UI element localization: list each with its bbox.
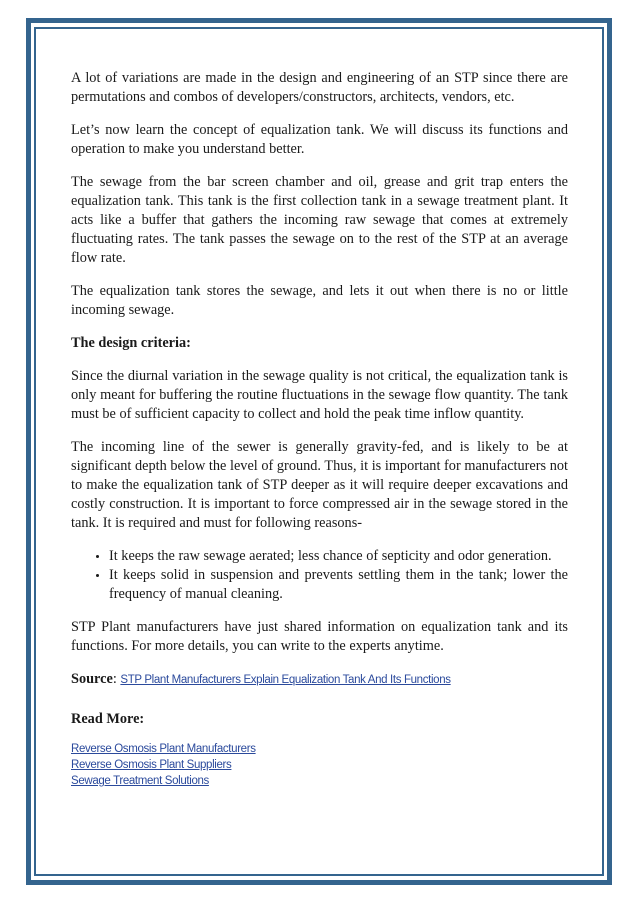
read-more-heading: Read More: [71,711,145,727]
read-more-link-sewage-solutions[interactable]: Sewage Treatment Solutions [71,775,209,787]
paragraph-intro: A lot of variations are made in the design and engineering of an STP since there are permutations and combos of developers/constructors, architects, vendors, etc. [71,70,568,105]
paragraph-incoming-line: The incoming line of the sewer is generally gravity-fed, and is likely to be at significant depth below the level of ground. Thus, it is important for manufacturers not to make the equalization tank of STP deeper as it will require deeper excavations and costly construction. It is important to force compressed air in the sewage stored in the tank. It is required and must for following reasons- [71,439,568,531]
design-criteria-heading: The design criteria: [71,335,191,351]
source-label: Source [71,671,113,687]
paragraph-storage: The equalization tank stores the sewage, and lets it out when there is no or little incoming sewage. [71,283,568,318]
document-body [71,69,568,789]
source-colon: : [112,671,121,687]
read-more-links [71,741,568,789]
paragraph-diurnal-variation: Since the diurnal variation in the sewage quality is not critical, the equalization tank is only meant for buffering the routine fluctuations in the sewage flow quantity. The tank must be of sufficient capacity to collect and hold the peak time inflow quantity. [71,368,568,422]
source-line [71,670,568,690]
paragraph-sewage-flow: The sewage from the bar screen chamber and oil, grease and grit trap enters the equalization tank. This tank is the first collection tank in a sewage treatment plant. It acts like a buffer that gathers the incoming raw sewage that comes at extremely fluctuating rates. The tank passes the sewage on to the rest of the STP at an average flow rate. [71,174,568,266]
source-link[interactable]: STP Plant Manufacturers Explain Equalization Tank And Its Functions [120,674,451,686]
read-more-link-ro-suppliers[interactable]: Reverse Osmosis Plant Suppliers [71,759,232,771]
reason-item: • It keeps the raw sewage aerated; less chance of septicity and odor generation. [109,547,568,566]
reason-item: • It keeps solid in suspension and prevents settling them in the tank; lower the frequency of manual cleaning. [109,566,568,604]
reasons-list [71,547,568,604]
paragraph-conclusion: STP Plant manufacturers have just shared information on equalization tank and its functions. For more details, you can write to the experts anytime. [71,619,568,654]
paragraph-concept: Let’s now learn the concept of equalization tank. We will discuss its functions and operation to make you understand better. [71,122,568,157]
read-more-link-ro-manufacturers[interactable]: Reverse Osmosis Plant Manufacturers [71,743,256,755]
